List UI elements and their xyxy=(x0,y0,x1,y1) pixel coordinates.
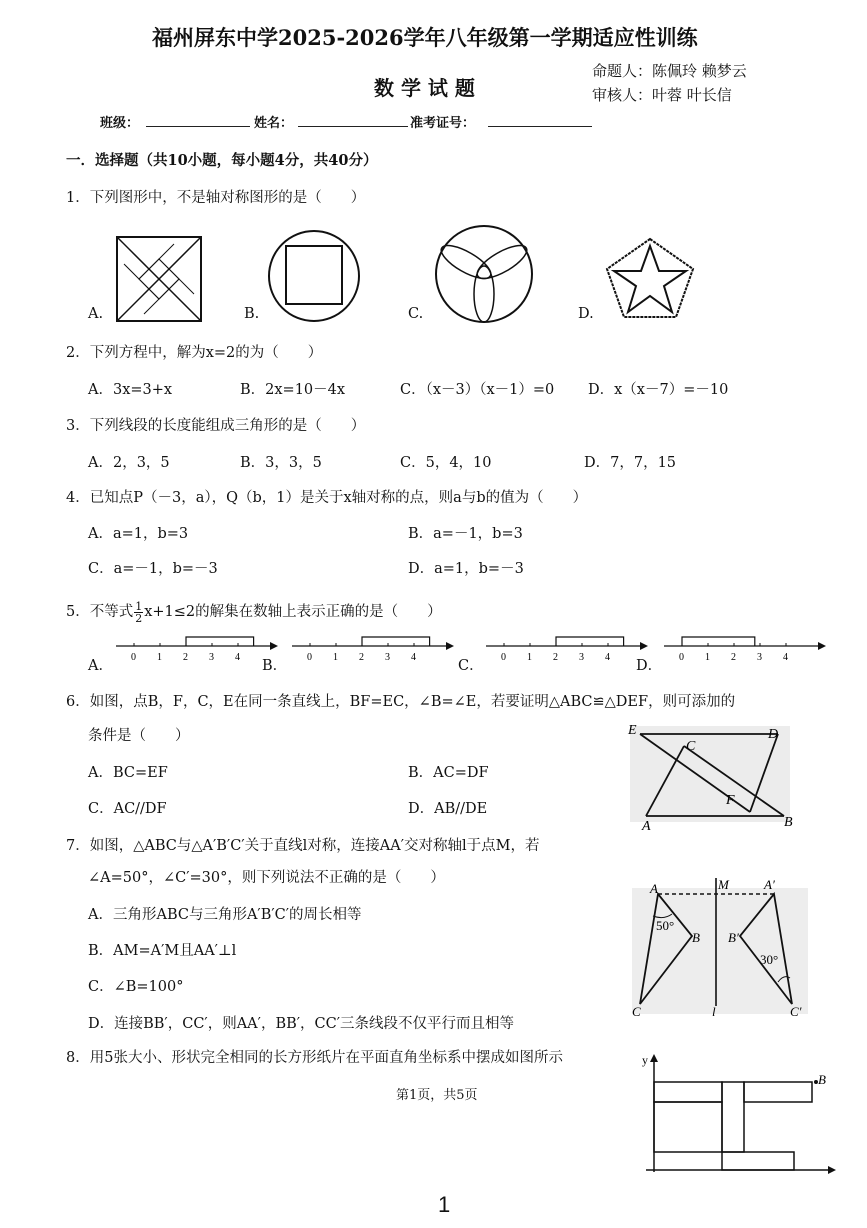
q6-label-b: B xyxy=(784,815,793,830)
page-footer: 第1页，共5页 xyxy=(396,1088,478,1103)
q5-label-c: C． xyxy=(458,658,484,674)
numberline-tick-label: 3 xyxy=(209,652,214,663)
q4-option-d[interactable]: D．a=1，b=－3 xyxy=(408,561,524,577)
numberline-tick-label: 1 xyxy=(527,652,532,663)
name-label: 姓名： xyxy=(254,116,294,131)
numberline-tick-label: 2 xyxy=(359,652,364,663)
q5-numberline-c[interactable] xyxy=(482,636,652,666)
numberline-tick-label: 4 xyxy=(235,652,240,663)
numberline-tick-label: 0 xyxy=(679,652,684,663)
question-3: 3．下列线段的长度能组成三角形的是（ ） xyxy=(66,418,366,434)
question-6: 6．如图，点B，F，C，E在同一条直线上，BF=EC，∠B=∠E，若要证明△ABC≌△DEF，则可添加的 xyxy=(66,694,736,710)
page-number: 1 xyxy=(438,1192,451,1217)
q3-option-d[interactable]: D．7，7，15 xyxy=(584,455,677,471)
numberline-solution-range xyxy=(186,637,254,646)
numberline-c-svg xyxy=(482,636,652,666)
q6-figure xyxy=(626,720,804,832)
q7-label-c: C xyxy=(632,1004,641,1019)
q1-label-d: D. xyxy=(578,306,594,322)
exam-title: 福州屏东中学2025-2026学年八年级第一学期适应性训练 xyxy=(152,25,698,50)
q7-angle-30: 30° xyxy=(760,952,779,967)
numberline-tick-label: 3 xyxy=(757,652,762,663)
question-6-line2: 条件是（ ） xyxy=(88,728,190,744)
q4-option-a[interactable]: A．a=1，b=3 xyxy=(88,526,189,542)
q6-option-b[interactable]: B．AC=DF xyxy=(408,765,489,781)
q3-option-a[interactable]: A．2，3，5 xyxy=(88,455,170,471)
question-5 xyxy=(66,600,442,624)
q1-label-c: C. xyxy=(408,306,424,322)
section-heading: 一．选择题（共10小题，每小题4分，共40分） xyxy=(66,152,378,169)
numberline-tick-label: 4 xyxy=(605,652,610,663)
numberline-tick-label: 1 xyxy=(157,652,162,663)
numberline-tick-label: 2 xyxy=(731,652,736,663)
numberline-solution-range xyxy=(362,637,430,646)
q5-numberline-d[interactable] xyxy=(660,636,830,666)
question-7: 7．如图，△ABC与△A′B′C′关于直线l对称，连接AA′交对称轴l于点M，若 xyxy=(66,838,540,854)
q5-label-d: D． xyxy=(636,658,663,674)
numberline-tick-label: 0 xyxy=(307,652,312,663)
q6-label-e: E xyxy=(628,723,637,738)
setter-line: 命题人：陈佩玲 赖梦云 xyxy=(592,62,747,80)
q5-frac-num: 1 xyxy=(135,599,143,613)
q5-label-b: B． xyxy=(262,658,288,674)
q7-option-d[interactable]: D．连接BB′，CC′，则AA′，BB′，CC′三条线段不仅平行而且相等 xyxy=(88,1016,515,1032)
q2-option-d[interactable]: D．x（x－7）=－10 xyxy=(588,382,729,398)
exam-subtitle: 数 学 试 题 xyxy=(374,76,475,100)
q6-label-d: D xyxy=(768,727,779,742)
q2-option-b[interactable]: B．2x=10－4x xyxy=(240,382,346,398)
numberline-arrow xyxy=(270,642,278,650)
numberline-solution-range xyxy=(682,637,755,646)
q5-frac-den: 2 xyxy=(135,611,143,625)
q6-option-d[interactable]: D．AB//DE xyxy=(408,801,488,817)
q6-option-a[interactable]: A．BC=EF xyxy=(88,765,168,781)
q6-label-f: F xyxy=(726,793,735,808)
q5-numberline-b[interactable] xyxy=(288,636,458,666)
q3-option-b[interactable]: B．3，3，5 xyxy=(240,455,322,471)
q7-figure xyxy=(628,874,814,1022)
id-label: 准考证号： xyxy=(410,116,476,131)
numberline-b-svg xyxy=(288,636,458,666)
numberline-solution-range xyxy=(556,637,624,646)
q5-stem-a: 5．不等式 xyxy=(66,604,134,620)
numberline-tick-label: 3 xyxy=(385,652,390,663)
q6-option-c[interactable]: C．AC//DF xyxy=(88,801,167,817)
numberline-arrow xyxy=(818,642,826,650)
q7-label-a-prime: A′ xyxy=(764,877,775,892)
q3-option-c[interactable]: C．5，4，10 xyxy=(400,455,492,471)
q7-label-c-prime: C′ xyxy=(790,1004,802,1019)
q5-stem-b: x+1≤2的解集在数轴上表示正确的是（ ） xyxy=(144,604,442,620)
q6-label-c: C xyxy=(686,739,696,754)
numberline-tick-label: 4 xyxy=(783,652,788,663)
id-field[interactable] xyxy=(488,126,592,127)
numberline-tick-label: 0 xyxy=(131,652,136,663)
numberline-tick-label: 4 xyxy=(411,652,416,663)
q5-label-a: A． xyxy=(88,658,113,674)
q1-label-b: B. xyxy=(244,306,260,322)
numberline-tick-label: 3 xyxy=(579,652,584,663)
numberline-tick-label: 1 xyxy=(333,652,338,663)
q7-option-b[interactable]: B．AM=A′M且AA′⊥l xyxy=(88,943,237,959)
q7-label-m: M xyxy=(718,877,729,892)
q4-option-c[interactable]: C．a=－1，b=－3 xyxy=(88,561,218,577)
class-label: 班级： xyxy=(100,116,140,131)
numberline-tick-label: 1 xyxy=(705,652,710,663)
question-2: 2．下列方程中，解为x=2的为（ ） xyxy=(66,345,323,361)
q2-option-c[interactable]: C．（x－3）（x－1）=0 xyxy=(400,382,555,398)
q7-option-a[interactable]: A．三角形ABC与三角形A′B′C′的周长相等 xyxy=(88,907,362,923)
q7-label-a: A xyxy=(650,881,658,896)
q8-figure xyxy=(636,1052,836,1176)
numberline-a-svg xyxy=(112,636,282,666)
numberline-tick-label: 0 xyxy=(501,652,506,663)
name-field[interactable] xyxy=(298,126,408,127)
question-4: 4．已知点P（－3，a），Q（b，1）是关于x轴对称的点，则a与b的值为（ ） xyxy=(66,490,588,506)
class-field[interactable] xyxy=(146,126,250,127)
numberline-d-svg xyxy=(660,636,830,666)
q7-label-l: l xyxy=(712,1004,716,1019)
q5-fraction xyxy=(134,601,143,624)
q1-label-a: A. xyxy=(88,306,104,322)
numberline-tick-label: 2 xyxy=(553,652,558,663)
q7-angle-50: 50° xyxy=(656,918,675,933)
q5-numberline-a[interactable] xyxy=(112,636,282,666)
q7-option-c[interactable]: C．∠B=100° xyxy=(88,979,184,995)
reviewer-line: 审核人：叶蓉 叶长信 xyxy=(592,86,732,104)
q4-option-b[interactable]: B．a=－1，b=3 xyxy=(408,526,523,542)
q1-figure-d xyxy=(604,236,696,320)
q7-label-b-prime: B′ xyxy=(728,930,739,945)
numberline-arrow xyxy=(446,642,454,650)
q8-label-y: y xyxy=(642,1053,648,1067)
q1-figure-c xyxy=(432,222,536,326)
numberline-tick-label: 2 xyxy=(183,652,188,663)
question-8: 8．用5张大小、形状完全相同的长方形纸片在平面直角坐标系中摆成如图所示 xyxy=(66,1050,563,1066)
q7-label-b: B xyxy=(692,930,700,945)
q1-figure-a xyxy=(114,234,204,324)
numberline-arrow xyxy=(640,642,648,650)
q8-label-b: B xyxy=(818,1072,826,1087)
question-7-line2: ∠A=50°，∠C′=30°，则下列说法不正确的是（ ） xyxy=(88,870,445,886)
q2-option-a[interactable]: A．3x=3+x xyxy=(88,382,173,398)
question-1: 1．下列图形中，不是轴对称图形的是（ ） xyxy=(66,190,366,206)
q1-figure-b xyxy=(266,228,362,324)
q6-label-a: A xyxy=(642,819,651,832)
